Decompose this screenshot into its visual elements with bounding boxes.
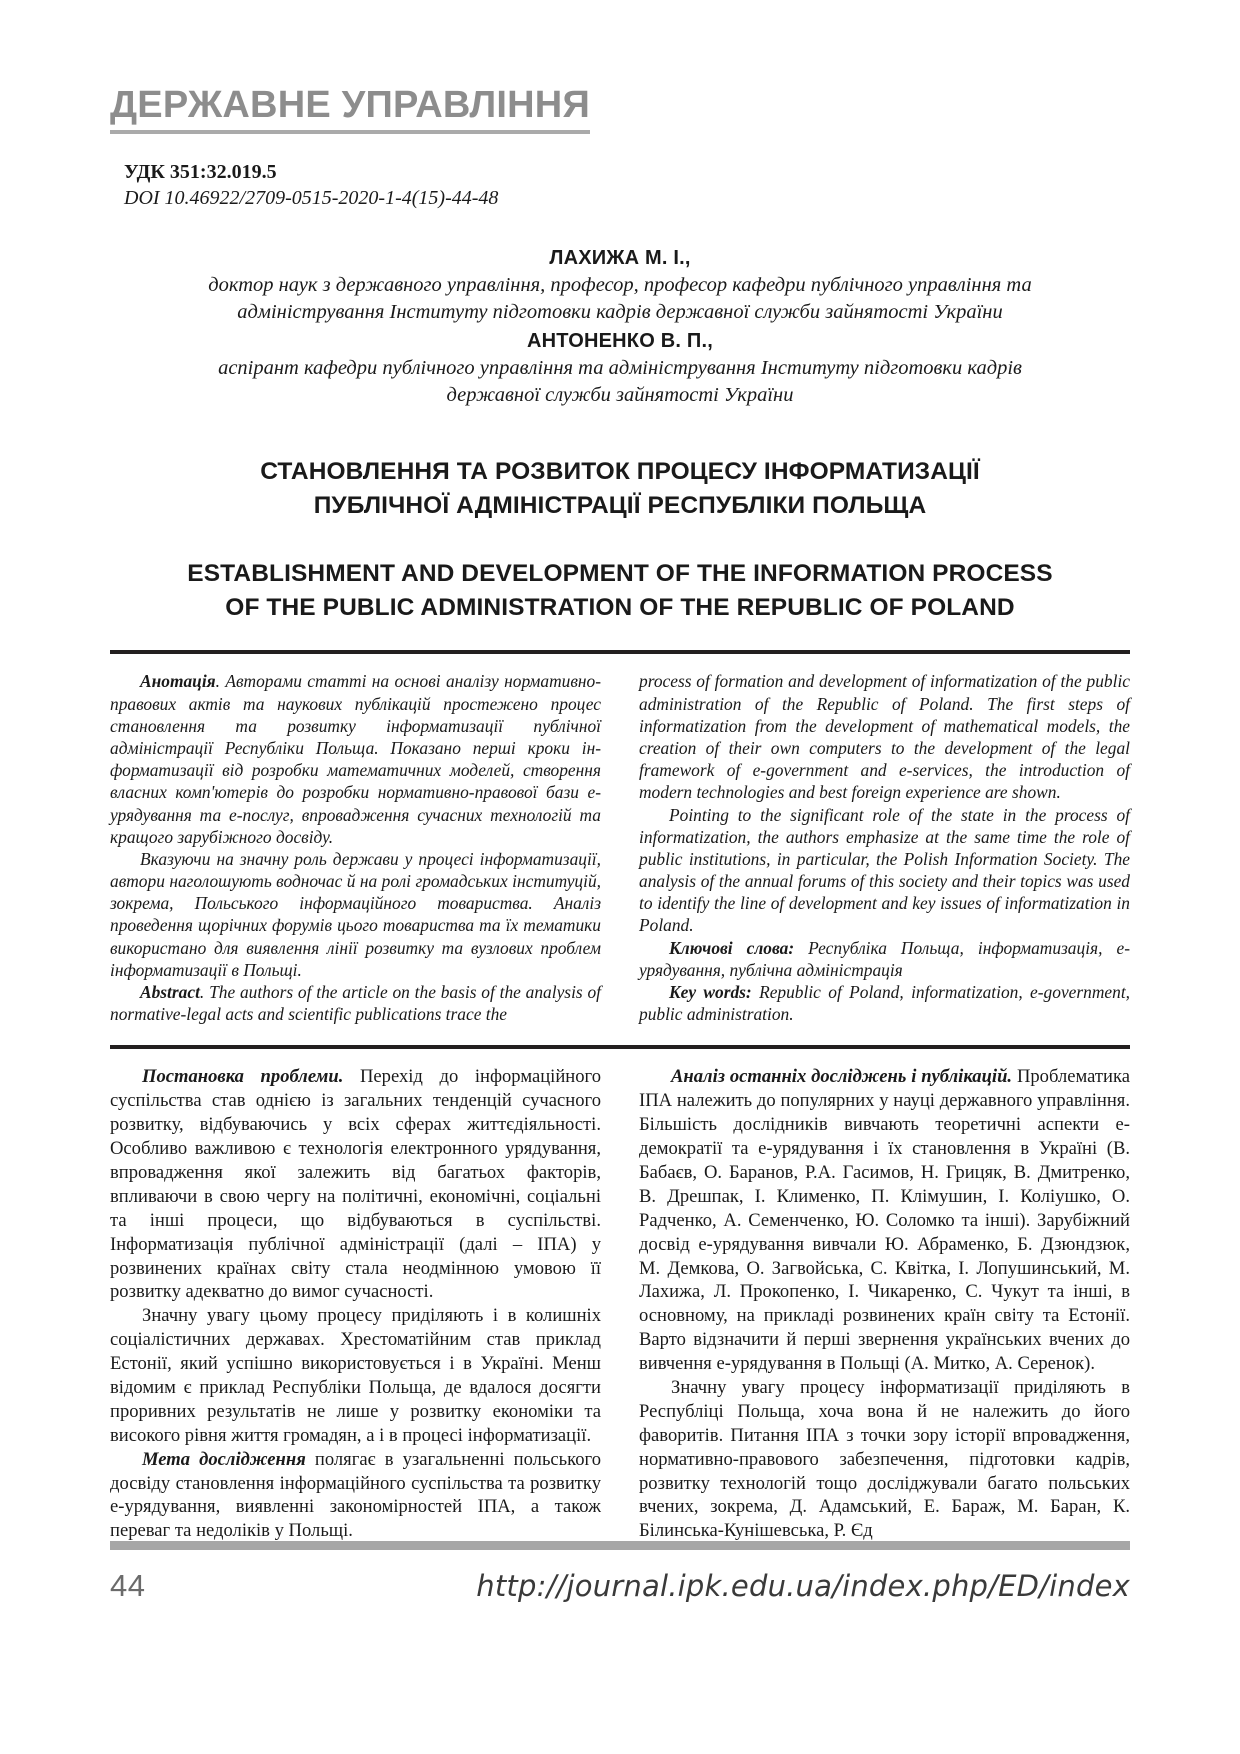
divider-below-abstract xyxy=(110,1045,1130,1049)
abstract-en-paragraph-2: Pointing to the significant role of the state in the process of informatization, the authors emphasize at the same time the role of public institutions, in particular, the Polish Information Society. The analysis of the annual forums of this society and their topics was used to identify the line of development and key issues of informatization in Poland. xyxy=(639,804,1130,936)
abstract-ua-text-1: . Авторами статті на основі аналізу нормативно-правових актів та наукових публікацій простежено процес становлення та розвитку інформатизації публічної адміністрації Республіки Польща. Показано перші кроки інформатизації від розробки математичних моделей, створення власних комп'ютерів до розробки нормативно-правової бази е-урядування та е-послуг, впровадження сучасних технологій та кращого зарубіжного досвіду. xyxy=(110,671,601,847)
author-name-1: ЛАХИЖА М. І., xyxy=(549,247,691,269)
keywords-ukrainian xyxy=(639,937,1130,981)
author-affiliation-1-line2: адміністрування Інституту підготовки кадрів державної служби зайнятості України xyxy=(237,301,1003,324)
running-head-title: ДЕРЖАВНЕ УПРАВЛІННЯ xyxy=(110,86,590,134)
article-title-ukrainian-line1: СТАНОВЛЕННЯ ТА РОЗВИТОК ПРОЦЕСУ ІНФОРМАТИЗАЦІЇ xyxy=(260,458,980,486)
keywords-english-text: Republic of Poland, informatization, e-government, public administration. xyxy=(639,982,1131,1025)
body-paragraph: Значну увагу цьому процесу приділяють і в колишніх соціалістичних державах. Хрестоматійним став приклад Естонії, який успішно використовується і в Україні. Менш відомим є приклад Республіки Польща, де вдалося досягти проривних результатів не лише у розвитку економіки та високого рівня життя громадян, а і в процесі інформатизації. xyxy=(110,1305,601,1446)
divider-above-abstract xyxy=(110,650,1130,654)
abstract-en-paragraph-1-left xyxy=(110,981,601,1025)
abstract-en-text-1-right: process of formation and development of informatization of the public administration of the Republic of Poland. The first steps of informatization from the development of mathematical models, the creation of their own computers to the development of the legal framework of e-government and e-services, the introduction of modern technologies and best foreign experience are shown. xyxy=(639,671,1130,803)
keywords-english-label: Key words: xyxy=(669,982,752,1002)
author-block xyxy=(110,245,1130,409)
journal-url[interactable]: http://journal.ipk.edu.ua/index.php/ED/index xyxy=(476,1569,1130,1603)
article-title-ukrainian-line2: ПУБЛІЧНОЇ АДМІНІСТРАЦІЇ РЕСПУБЛІКИ ПОЛЬЩА xyxy=(313,491,927,519)
body-paragraph-lead: Постановка проблеми. xyxy=(142,1066,344,1088)
abstract-column-left xyxy=(110,670,601,1025)
article-title-english-line2: OF THE PUBLIC ADMINISTRATION OF THE REPUBLIC OF POLAND xyxy=(225,593,1015,621)
article-title-english-line1: ESTABLISHMENT AND DEVELOPMENT OF THE INFORMATION PROCESS xyxy=(187,559,1053,587)
author-affiliation-1-line1: доктор наук з державного управління, професор, професор кафедри публічного управління та xyxy=(208,274,1032,296)
keywords-english xyxy=(639,981,1130,1025)
footer-divider xyxy=(110,1541,1130,1550)
body-paragraph-lead: Мета дослідження xyxy=(142,1448,306,1470)
author-affiliation-2-line2: державної служби зайнятості України xyxy=(446,384,794,407)
abstract-section xyxy=(110,670,1130,1025)
page-footer xyxy=(110,1541,1130,1604)
abstract-ua-paragraph-2: Вказуючи на значну роль держави у процесі інформатизації, автори наголошують водночас й на ролі громадських інституцій, зокрема, Польського інформаційного товариства. Аналіз проведення щорічних форумів цього товариства та їх тематики використано для виявлення лінії розвитку та вузлових проблем інформатизації в Польщі. xyxy=(110,848,601,980)
abstract-en-label: Abstract xyxy=(140,982,200,1002)
body-paragraph xyxy=(110,1065,601,1304)
abstract-ua-label: Анотація xyxy=(140,671,216,692)
page-number: 44 xyxy=(110,1568,146,1603)
doi-identifier: DOI 10.46922/2709-0515-2020-1-4(15)-44-48 xyxy=(124,187,499,209)
abstract-column-right xyxy=(639,670,1130,1025)
body-column-right xyxy=(639,1065,1130,1543)
abstract-en-text-1-left: . The authors of the article on the basis of the analysis of normative-legal acts and scientific publications trace the xyxy=(110,982,601,1025)
keywords-ukrainian-label: Ключові слова: xyxy=(669,937,795,958)
body-paragraph xyxy=(110,1448,601,1544)
article-title-ukrainian xyxy=(110,455,1130,523)
body-paragraph xyxy=(639,1065,1130,1376)
body-paragraph: Значну увагу процесу інформатизації приділяють в Республіці Польща, хоча вона й не належить до його фаворитів. Питання ІПА з точки зору історії впровадження, нормативно-правового забезпечення, підготовки кадрів, розвитку технологій тощо досліджували багато польських вчених, зокрема, Д. Адамський, Е. Бараж, М. Баран, К. Білинська-Кунішевська, Р. Єд xyxy=(639,1376,1130,1542)
keywords-ukrainian-text: Республіка Польща, інформатизація, е-урядування, публічна адміністрація xyxy=(639,937,1131,980)
author-affiliation-2-line1: аспірант кафедри публічного управління та адміністрування Інституту підготовки кадрів xyxy=(218,357,1022,380)
author-name-2: АНТОНЕНКО В. П., xyxy=(527,330,713,353)
running-head-container xyxy=(110,0,1130,134)
abstract-ua-paragraph-1 xyxy=(110,670,601,848)
body-paragraph-lead: Аналіз останніх досліджень і публікацій. xyxy=(671,1066,1013,1088)
body-paragraph-text: полягає в узагальненні польського досвіду становлення інформаційного суспільства та розвитку е-урядування, виявленні закономірностей ІПА, а також переваг та недоліків у Польщі. xyxy=(110,1448,602,1542)
body-section xyxy=(110,1065,1130,1543)
udc-code: УДК 351:32.019.5 xyxy=(124,161,277,183)
body-paragraph-text: Проблематика ІПА належить до популярних у науці державного управління. Більшість дослідників вивчають теоретичні аспекти е-демократії та е-урядування і їх становлення в Україні (В. Бабаєв, О. Баранов, Р.А. Гасимов, Н. Грицяк, В. Дмитренко, В. Дрешпак, І. Клименко, П. Клімушин, І. Коліушко, О. Радченко, А. Семенченко, Ю. Соломко та інші). Зарубіжний досвід е-урядування вивчали Ю. Абраменко, Б. Дзюндзюк, М. Демкова, О. Загвойська, С. Квітка, І. Лопушинський, М. Лахижа, Л. Прокопенко, І. Чикаренко, С. Чукут та інші, в основному, на прикладі розвинених країн світу та Естонії. Варто відзначити й перші звернення українських вчених до вивчення е-урядування в Польщі (А. Митко, А. Серенок). xyxy=(639,1066,1130,1375)
footer-row xyxy=(110,1568,1130,1604)
body-column-left xyxy=(110,1065,601,1543)
article-title-english xyxy=(110,557,1130,625)
body-paragraph-text: Перехід до інформаційного суспільства став однією із загальних тенденцій сучасного розвитку, відбуваючись у всіх сферах життєдіяльності. Особливо важливою є технологія електронного урядування, впровадження якої залежить від багатьох факторів, впливаючи в свою чергу на політичні, економічні, соціальні та інші процеси, що відбуваються в суспільстві. Інформатизація публічної адміністрації (далі – ІПА) у розвинених країнах світу стала неодмінною умовою її розвитку адекватно до вимог сучасності. xyxy=(110,1066,601,1303)
